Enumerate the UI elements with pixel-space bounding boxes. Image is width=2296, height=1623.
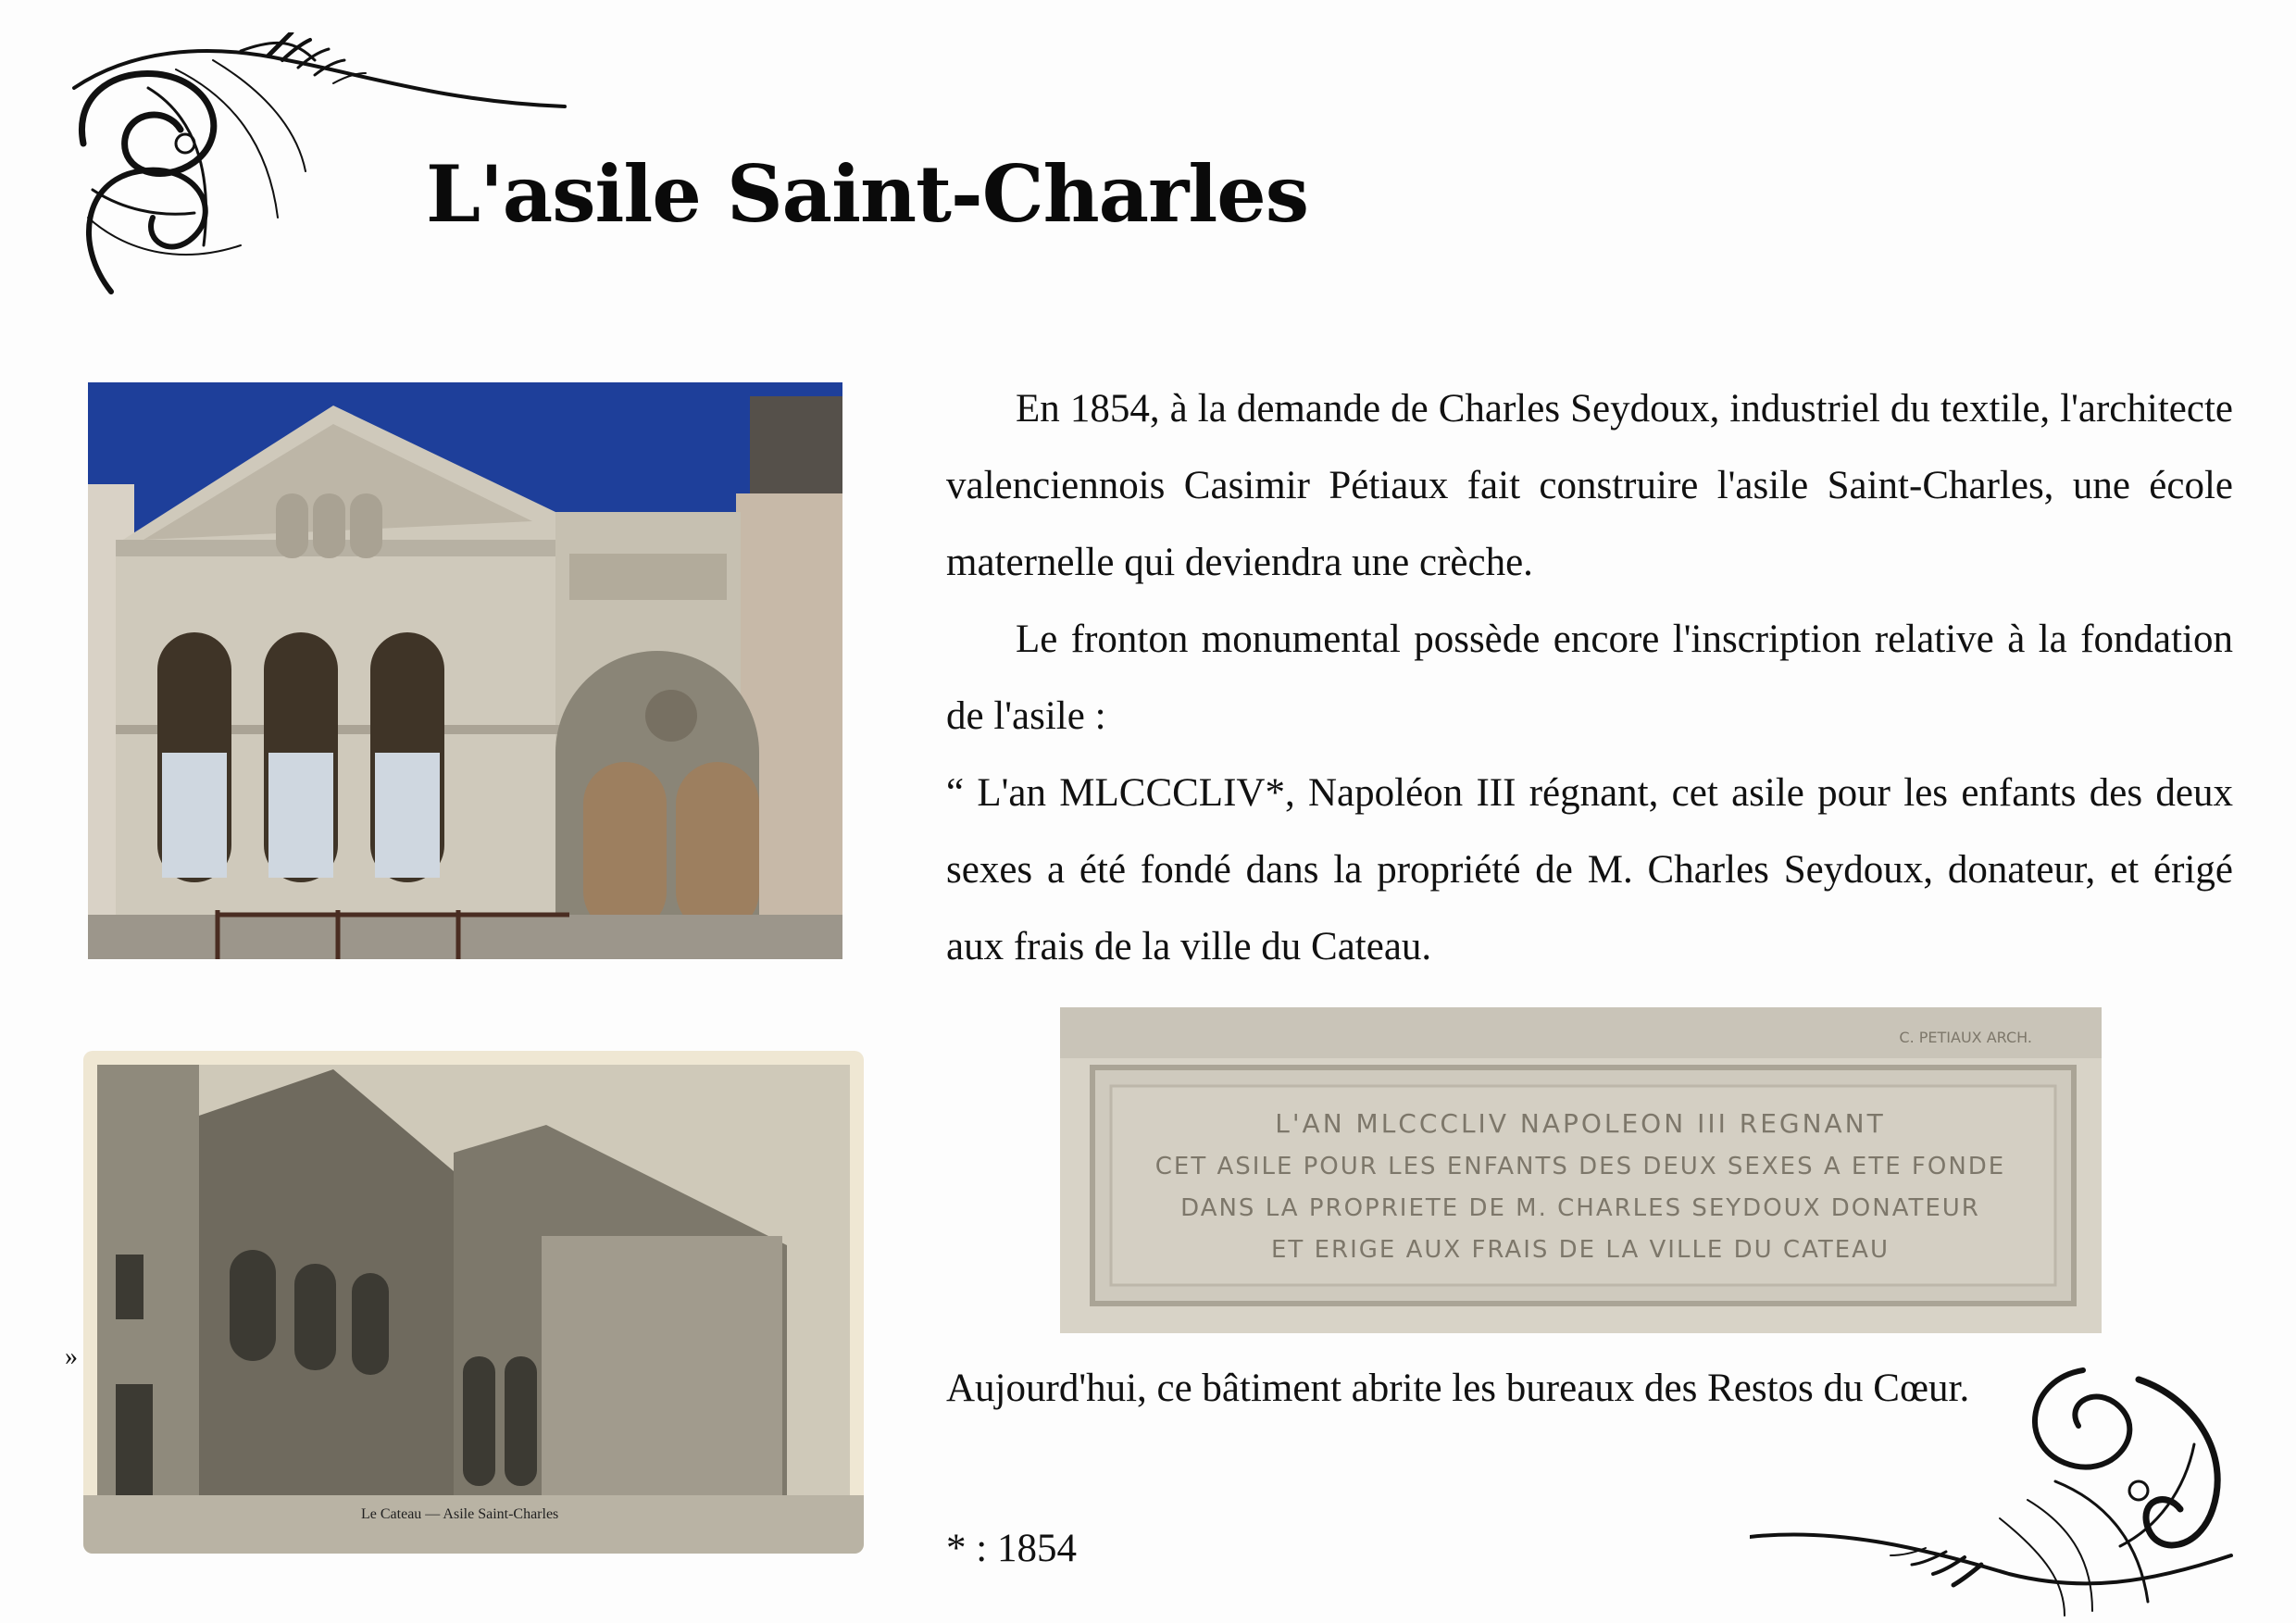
body-text xyxy=(946,370,2233,985)
paragraph-today: Aujourd'hui, ce bâtiment abrite les bureaux des Restos du Cœur. xyxy=(946,1367,1970,1410)
inscription-line-4: ET ERIGE AUX FRAIS DE LA VILLE DU CATEAU xyxy=(1271,1236,1890,1264)
inscription-line-3: DANS LA PROPRIETE DE M. CHARLES SEYDOUX DONATEUR xyxy=(1180,1194,1980,1222)
postcard-caption: Le Cateau — Asile Saint-Charles xyxy=(361,1506,559,1522)
inscription-quote: “ L'an MLCCCLIV*, Napoléon III régnant, cet asile pour les enfants des deux sexes a été fondé dans la propriété de M. Charles Seydoux, donateur, et érigé aux frais de la ville du Cateau. xyxy=(946,771,2233,968)
postcard-photo xyxy=(83,1051,864,1554)
inscription-line-1: L'AN MLCCCLIV NAPOLEON III REGNANT xyxy=(1275,1108,1886,1139)
paragraph-history: En 1854, à la demande de Charles Seydoux, industriel du textile, l'architecte valenciennois Casimir Pétiaux fait construire l'asile Saint-Charles, une école maternelle qui deviendra une crèche. xyxy=(946,387,2233,584)
page-title: L'asile Saint-Charles xyxy=(426,148,1308,240)
footnote: * : 1854 xyxy=(946,1527,1077,1570)
inscription-image xyxy=(1060,1007,2102,1333)
architect-signature: C. PETIAUX ARCH. xyxy=(1899,1029,2032,1046)
inscription-photo xyxy=(1060,1007,2102,1333)
calligraphic-flourish-icon xyxy=(1750,1342,2268,1620)
building-photo xyxy=(88,382,842,959)
postcard-image xyxy=(83,1051,864,1554)
stray-mark: » xyxy=(65,1342,78,1371)
paragraph-pediment: Le fronton monumental possède encore l'inscription relative à la fondation de l'asile : xyxy=(946,618,2233,738)
inscription-line-2: CET ASILE POUR LES ENFANTS DES DEUX SEXES A ETE FONDE xyxy=(1154,1153,2006,1180)
